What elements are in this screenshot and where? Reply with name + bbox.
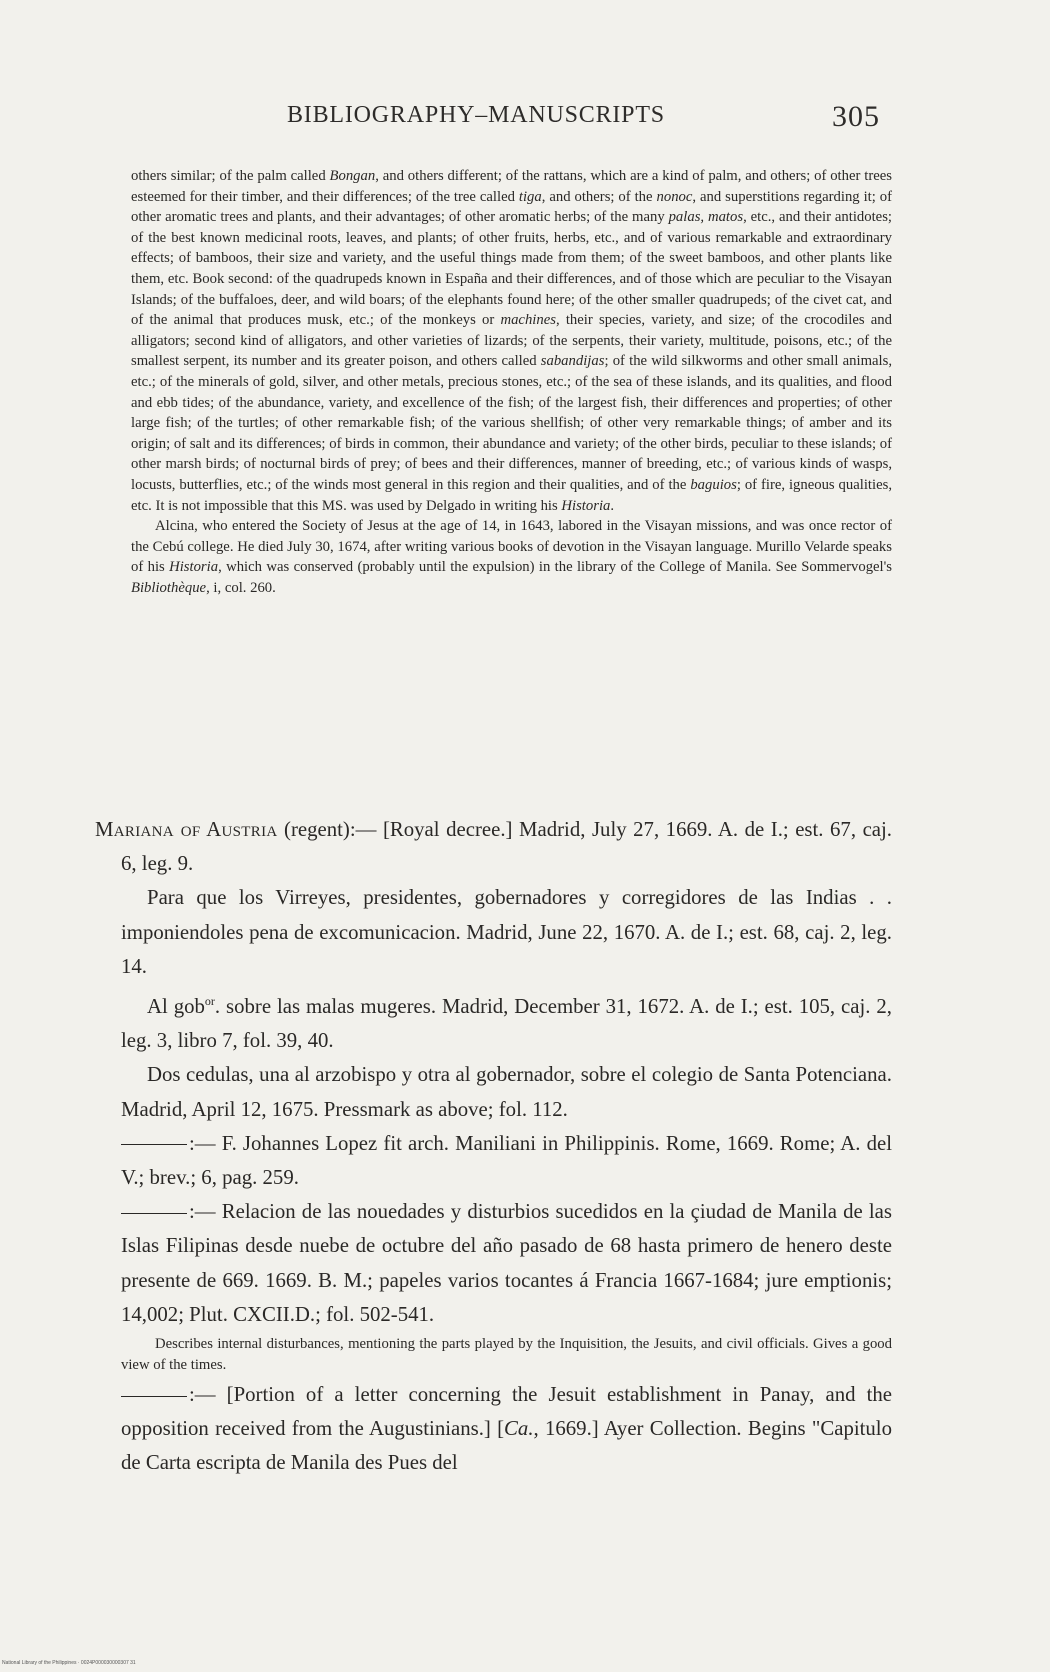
entry-text: Al gob [147,994,205,1018]
entry-text: Dos cedulas, una al arzobispo y otra al gobernador, sobre el colegio de Santa Potenciana. Madrid, April 12, 1675. Pressmark as above; fol. 112. [121,1063,892,1121]
entry-portion-of-a-letter [95,1378,892,1481]
ditto-dash [121,1144,187,1145]
bibliography-entries [95,813,892,1481]
italic-term: nonoc [656,188,693,205]
entry-text: (regent):— [Royal decree.] Madrid, July 27, 1669. A. de I.; est. 67, caj. 6, leg. 9. [121,818,893,876]
small-print-annotation [131,166,892,598]
ditto-dash [121,1213,187,1214]
italic-term: machines [500,312,556,329]
annotation-paragraph-1: others similar; of the palm called Bongan, and others different; of the rattans, which are a kind of palm, and others; of other trees esteemed for their timber, and their differences; of the tree called tiga, and others; of the nonoc, and superstitions regarding it; of other aromatic trees and plants, and their advantages; of other aromatic herbs; of the many palas, matos, etc., and their antidotes; of the best known medicinal roots, leaves, and plants; of other fruits, herbs, etc., and of various remarkable and extraordinary effects; of bamboos, their size and variety, and the useful things made from them; of the sweet bamboos, and other plants like them, etc. Book second: of the quadrupeds known in España and their differences, and of those which are peculiar to the Visayan Islands; of the buffaloes, deer, and wild boars; of the elephants found here; of the other smaller quadrupeds; of the civet cat, and of the animal that produces musk, etc.; of the monkeys or machines, their species, variety, and size; of the crocodiles and alligators; second kind of alligators, and other varieties of lizards; of the serpents, their variety, multitude, poisons, etc.; of the smallest serpent, its number and its greater poison, and others called sabandijas; of the wild silkworms and other small animals, etc.; of the minerals of gold, silver, and other metals, precious stones, etc.; of the sea of these islands, and its qualities, and flood and ebb tides; of the abundance, variety, and excellence of the fish; of the largest fish, their differences and properties; of other large fish; of the turtles; of other remarkable fish; of the various shellfish; of other very remarkable things; of amber and its origin; of salt and its differences; of birds in common, their abundance and variety; of the other birds, peculiar to these islands; of other marsh birds; of nocturnal birds of prey; of bees and their differences, manner of breeding, etc.; of various kinds of wasps, locusts, butterflies, etc.; of the winds most general in this region and their qualities, and of the baguios; of fire, igneous qualities, etc. It is not impossible that this MS. was used by Delgado in writing his Historia. [131,168,892,514]
entry-johannes-lopez [95,1127,892,1195]
italic-term: baguios [690,476,737,493]
entry-note: Describes internal disturbances, mentioning the parts played by the Inquisition, the Jesuits, and civil officials. Gives a good view of the times. [121,1335,892,1373]
entry-dos-cedulas [95,1058,892,1126]
superscript: or [204,994,215,1009]
italic-term: Bibliothèque [131,579,207,596]
italic-term: tiga [518,188,542,205]
entry-relacion-de-las-nouedades [95,1195,892,1332]
entry-text-continued: , 1669.] Ayer Collection. Begins "Capitulo de Carta escripta de Manila des Pues del [121,1417,892,1475]
entry-text-continued: . sobre las malas mugeres. Madrid, December 31, 1672. A. de I.; est. 105, caj. 2, leg. 3, libro 7, fol. 39, 40. [121,994,892,1053]
italic-term: Bongan [329,168,376,184]
page-number: 305 [832,100,880,133]
running-title: BIBLIOGRAPHY–MANUSCRIPTS [287,102,665,128]
scan-footer-mark: National Library of the Philippines · 0024P000030000307 31 [2,1660,136,1666]
entry-text: Para que los Virreyes, presidentes, gobernadores y corregidores de las Indias . . imponiendoles pena de excomunicacion. Madrid, June 22, 1670. A. de I.; est. 68, caj. 2, leg. 14. [121,886,892,978]
annotation-paragraph-2: Alcina, who entered the Society of Jesus at the age of 14, in 1643, labored in the Visayan missions, and was once rector of the Cebú college. He died July 30, 1674, after writing various books of devotion in the Visayan language. Murillo Velarde speaks of his Historia, which was conserved (probably until the expulsion) in the library of the College of Manila. See Sommervogel's Bibliothèque, i, col. 260. [131,518,893,596]
italic-term: Historia [561,497,611,514]
italic-term: sabandijas [540,353,605,370]
entry-text: :— [Portion of a letter concerning the Jesuit establishment in Panay, and the opposition received from the Augustinians.] [ [121,1382,892,1441]
entry-italic: Ca. [504,1417,534,1441]
italic-term: palas, matos [668,209,744,226]
entry-para-que-los-virreyes [95,881,892,984]
author-name: Mariana of Austria [95,818,278,841]
entry-text: :— Relacion de las nouedades y disturbios sucedidos en la çiudad de Manila de las Islas Filipinas desde nuebe de octubre del año pasado de 68 hasta primero de henero deste presente de 669. 1669. B. M.; papeles varios tocantes á Francia 1667-1684; jure emptionis; 14,002; Plut. CXCII.D.; fol. 502-541. [121,1200,892,1326]
entry-royal-decree-1669 [95,813,892,881]
entry-al-gobernador [95,984,892,1058]
italic-term: Historia [169,559,219,576]
entry-text: :— F. Johannes Lopez fit arch. Maniliani in Philippinis. Rome, 1669. Rome; A. del V.; brev.; 6, pag. 259. [121,1131,892,1189]
ditto-dash [121,1396,187,1397]
page-header [0,100,1050,140]
